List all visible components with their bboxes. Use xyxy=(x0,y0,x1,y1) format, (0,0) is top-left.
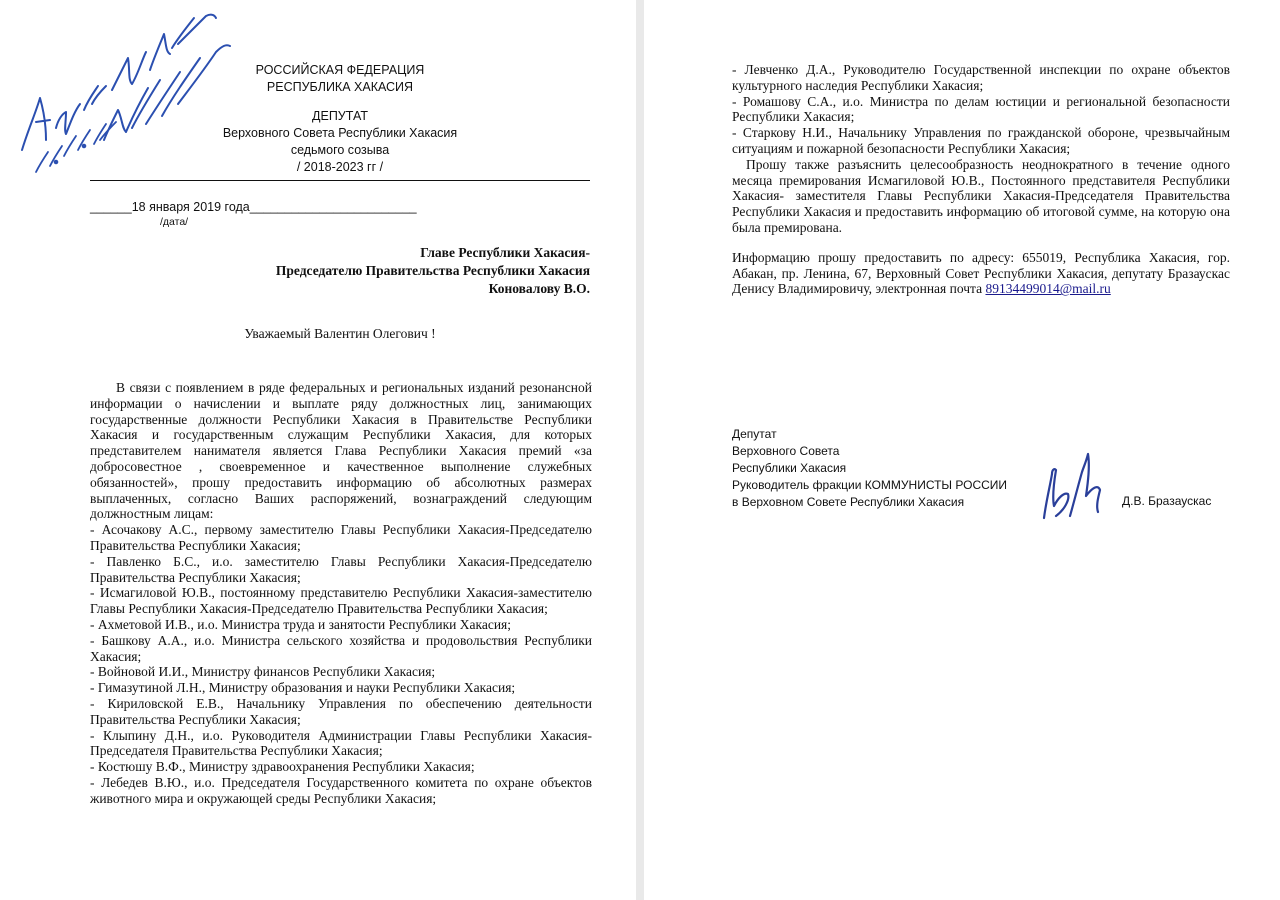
signature-line: в Верховном Совете Республики Хакасия xyxy=(732,495,965,509)
contact-text: Информацию прошу предоставить по адресу: 655019, Республика Хакасия, гор. Абакан, пр. Ленина, 67, Верховный Совет Республики Хакасия, депутату Бразаускас Денису Владимировичу, электронная почта xyxy=(732,249,1230,297)
signature-line: Руководитель фракции КОММУНИСТЫ РОССИИ xyxy=(732,478,1008,492)
official-list-item: - Исмагиловой Ю.В., постоянному представителю Республики Хакасия-заместителю Главы Республики Хакасия-Председателю Правительства Республики Хакасия; xyxy=(90,585,592,617)
letterhead-role: ДЕПУТАТ xyxy=(312,109,368,123)
letterhead-convocation: седьмого созыва xyxy=(290,143,390,157)
official-list-item: - Левченко Д.А., Руководителю Государственной инспекции по охране объектов культурного наследия Республики Хакасия; xyxy=(732,62,1230,93)
official-list-item: - Башкову А.А., и.о. Министра сельского хозяйства и продовольствия Республики Хакасия; xyxy=(90,632,592,664)
official-list-item: - Гимазутиной Л.Н., Министру образования и науки Республики Хакасия; xyxy=(90,680,516,696)
letterhead-council: Верховного Совета Республики Хакасия xyxy=(222,126,458,140)
letterhead-term: / 2018-2023 гг / xyxy=(296,160,384,174)
letterhead-republic: РЕСПУБЛИКА ХАКАСИЯ xyxy=(266,80,414,94)
email-link[interactable]: 89134499014@mail.ru xyxy=(985,281,1111,297)
addressee-line: Главе Республики Хакасия- xyxy=(420,245,590,260)
addressee-block xyxy=(90,244,590,298)
official-list-item: - Старкову Н.И., Начальнику Управления по гражданской обороне, чрезвычайным ситуациям и пожарной безопасности Республики Хакасия; xyxy=(732,125,1230,156)
letterhead-divider xyxy=(90,180,590,181)
official-list-item: - Лебедев В.Ю., и.о. Председателя Государственного комитета по охране объектов животного мира и окружающей среды Республики Хакасия; xyxy=(90,774,592,806)
addressee-line: Председателю Правительства Республики Хакасия xyxy=(275,263,590,278)
signature-line: Республики Хакасия xyxy=(732,461,847,475)
official-list-item: - Войновой И.И., Министру финансов Республики Хакасия; xyxy=(90,664,436,680)
signature-block xyxy=(732,426,1007,511)
signer-name: Д.В. Бразаускас xyxy=(1122,494,1212,508)
date-line: ______18 января 2019 года________________________ xyxy=(90,200,417,214)
official-list-item: - Кириловской Е.В., Начальнику Управления по обеспечению деятельности Правительства Республики Хакасия; xyxy=(90,695,592,727)
official-list-item: - Клыпину Д.Н., и.о. Руководителя Администрации Главы Республики Хакасия-Председателя Правительства Республики Хакасия; xyxy=(90,727,592,759)
letterhead-country: РОССИЙСКАЯ ФЕДЕРАЦИЯ xyxy=(255,63,425,77)
contact-paragraph xyxy=(732,250,1230,297)
official-list-item: - Костюшу В.Ф., Министру здравоохранения Республики Хакасия; xyxy=(90,759,475,775)
addressee-line: Коновалову В.О. xyxy=(488,281,590,296)
signature-line: Депутат xyxy=(732,427,777,441)
signature-line: Верховного Совета xyxy=(732,444,840,458)
letter-page-2 xyxy=(644,0,1280,900)
official-list-item: - Павленко Б.С., и.о. заместителю Главы Республики Хакасия-Председателю Правительства Республики Хакасия; xyxy=(90,553,592,585)
date-caption: /дата/ xyxy=(160,216,189,228)
handwritten-signature xyxy=(1036,446,1116,526)
intro-paragraph: В связи с появлением в ряде федеральных и региональных изданий резонансной информации о начислении и выплате ряду должностных лиц, занимающих государственные должности Республики Хакасия в Правительстве Республики Хакасия и государственным служащим Республики Хакасия, для которых представителем нанимателя является Глава Республики Хакасия премий «за добросовестное , своевременное и качественное выполнение служебных обязанностей», прошу предоставить информацию об абсолютных размерах выплаченных, согласно Ваших распоряжений, вознаграждений следующим должностным лицам: xyxy=(90,380,592,522)
official-list-item: - Ромашову С.А., и.о. Министра по делам юстиции и региональной безопасности Республики Хакасия; xyxy=(732,93,1230,125)
letter-body-continued xyxy=(732,62,1230,297)
official-list-item: - Ахметовой И.В., и.о. Министра труда и занятости Республики Хакасия; xyxy=(90,616,512,632)
letter-body xyxy=(90,380,592,807)
letterhead xyxy=(90,62,590,176)
request-paragraph: Прошу также разъяснить целесообразность неоднократного в течение одного месяца премирования Исмагиловой Ю.В., Постоянного представителя Республики Хакасия- заместителя Главы Республики Хакасия-Председателя Правительства Республики Хакасия и предоставить информацию об итоговой сумме, на которую она была премирована. xyxy=(732,156,1230,235)
salutation: Уважаемый Валентин Олегович ! xyxy=(244,326,436,341)
letter-page-1 xyxy=(0,0,636,900)
official-list-item: - Асочакову А.С., первому заместителю Главы Республики Хакасия-Председателю Правительства Республики Хакасия; xyxy=(90,522,592,553)
